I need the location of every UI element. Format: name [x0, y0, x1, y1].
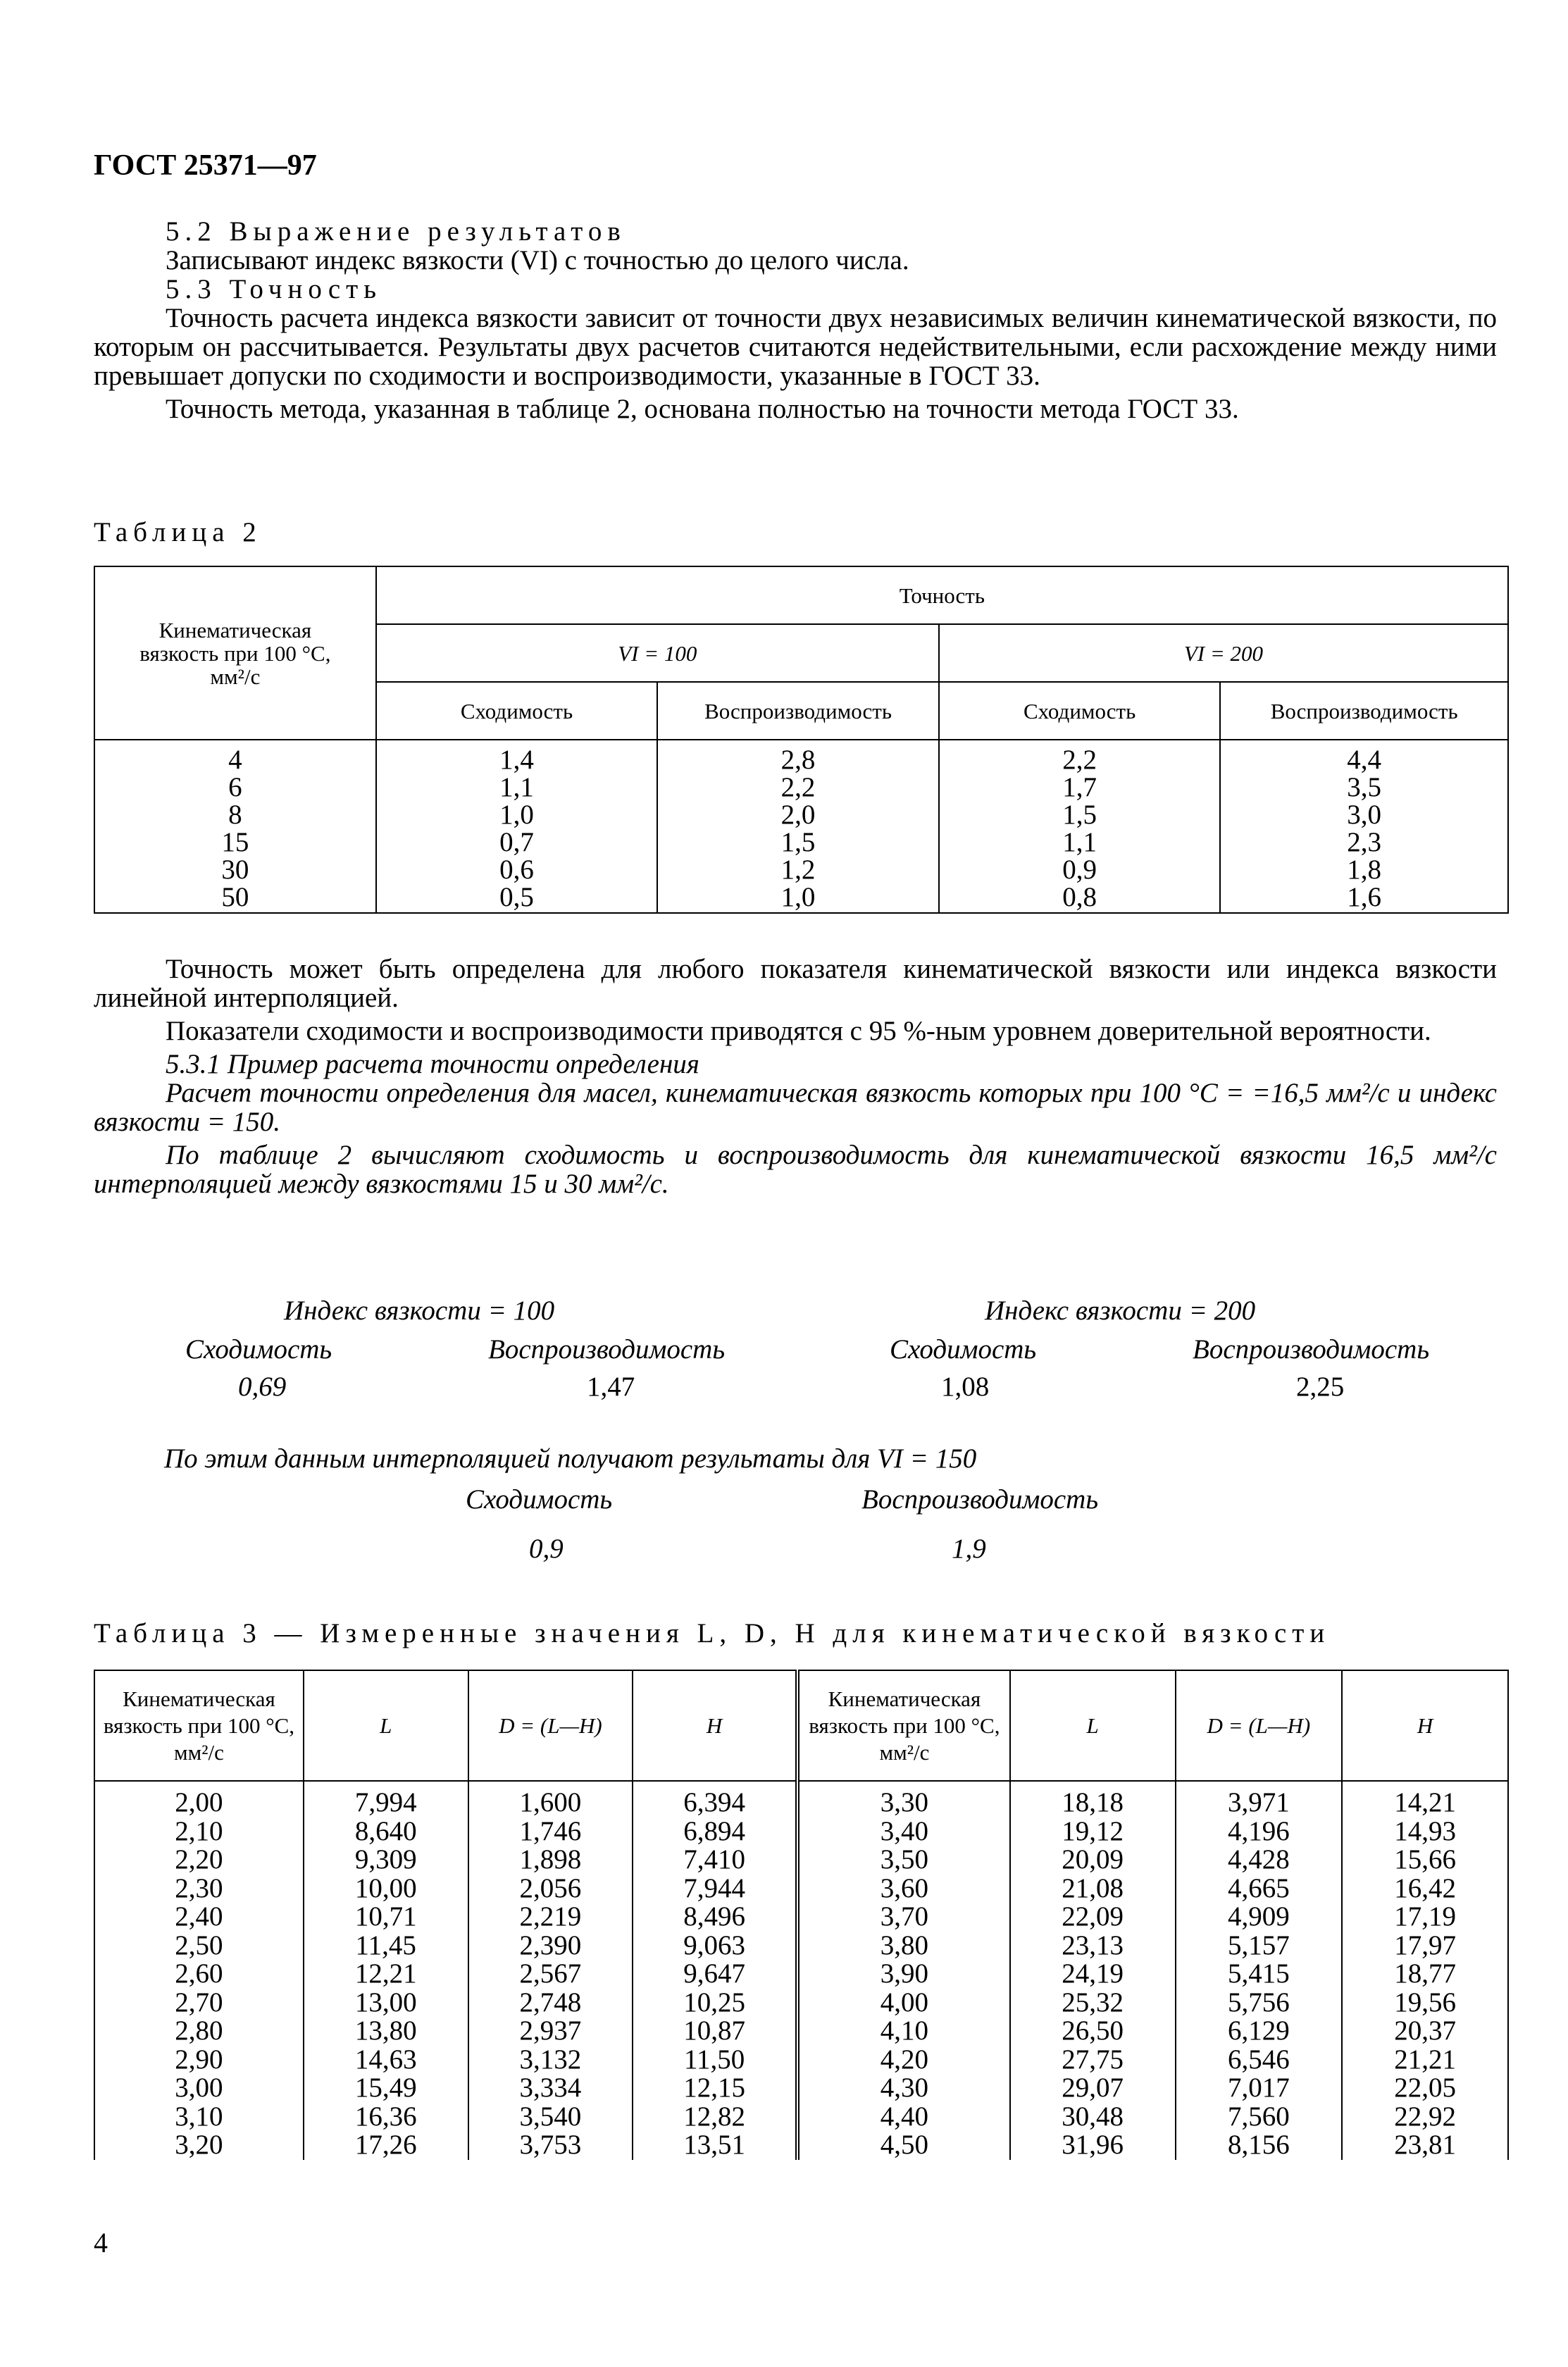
table-cell: 3,90 [880, 1958, 929, 1989]
table-cell: 18,77 [1394, 1958, 1456, 1989]
column-header-H: H [633, 1670, 797, 1781]
left-column [633, 1781, 797, 2160]
paragraph: Показатели сходимости и воспроизводимости приводятся с 95 %-ным уровнем доверительной вероятности. [166, 1016, 1431, 1046]
column-header-vi200: VI = 200 [939, 624, 1508, 682]
table-cell: 13,51 [683, 2130, 745, 2160]
table-cell: 3,20 [175, 2130, 223, 2160]
right-column [1010, 1781, 1176, 2160]
table-cell: 22,05 [1394, 2073, 1456, 2103]
table-cell: 8,640 [354, 1815, 417, 1846]
table-cell: 2,80 [175, 2015, 223, 2046]
paragraph: По таблице 2 вычисляют сходимость и воспроизводимость для кинематической вязкости 16,5 мм²/с интерполяцией между вязкостями 15 и 30 мм²/с. [94, 1140, 1497, 1199]
table-cell: 4,196 [1228, 1815, 1290, 1846]
interpolation-result-text: По этим данным интерполяцией получают результаты для VI = 150 [164, 1443, 977, 1474]
paragraph: Точность расчета индекса вязкости зависит от точности двух независимых величин кинематической вязкости, по которым он рассчитывается. Результаты двух расчетов считаются недействительными, если расхождение между ними превышает допуски по сходимости и воспроизводимости, указанные в ГОСТ 33. [94, 303, 1497, 391]
table-cell: 3,132 [519, 2044, 582, 2075]
page-number: 4 [94, 2227, 108, 2259]
column-header-reproducibility: Воспроизводимость [657, 682, 939, 740]
column-header-L: L [304, 1670, 468, 1781]
column-header-vi100: VI = 100 [376, 624, 939, 682]
vi100-label: Индекс вязкости = 100 [284, 1296, 555, 1326]
table-cell: 2,40 [175, 1901, 223, 1932]
vi200-repeatability-column: 2,2 1,7 1,5 1,1 0,9 0,8 [939, 740, 1220, 913]
table-cell: 31,96 [1062, 2130, 1124, 2160]
table-cell: 6,546 [1228, 2044, 1290, 2075]
table-cell: 21,08 [1062, 1872, 1124, 1903]
table3-caption [94, 1619, 1497, 1648]
vi200-repeat-label: Сходимость [890, 1334, 1037, 1365]
table-cell: 3,334 [519, 2073, 582, 2103]
table-cell: 3,50 [880, 1844, 929, 1875]
table-cell: 14,21 [1394, 1787, 1456, 1818]
column-header-D: D = (L—H) [468, 1670, 633, 1781]
table-cell: 8,496 [683, 1901, 745, 1932]
table-cell: 3,00 [175, 2073, 223, 2103]
column-header-viscosity: Кинематическая вязкость при 100 °С, мм²/с [797, 1670, 1010, 1781]
table-cell: 2,90 [175, 2044, 223, 2075]
table-cell: 10,25 [683, 1987, 745, 2018]
table-cell: 4,50 [880, 2130, 929, 2160]
table-cell: 7,944 [683, 1872, 745, 1903]
table-body [94, 740, 1508, 913]
table-cell: 1,746 [519, 1815, 582, 1846]
right-column [1176, 1781, 1343, 2160]
table-cell: 1,898 [519, 1844, 582, 1875]
table-cell: 8,156 [1228, 2130, 1290, 2160]
table-cell: 11,45 [355, 1930, 416, 1961]
table2-caption: Таблица 2 [94, 517, 262, 547]
column-header-viscosity: Кинематическая вязкость при 100 °С, мм²/с [94, 1670, 304, 1781]
table-cell: 12,21 [354, 1958, 417, 1989]
vi100-reprod-label: Воспроизводимость [488, 1334, 726, 1365]
table-cell: 10,00 [354, 1872, 417, 1903]
table-cell: 3,30 [880, 1787, 929, 1818]
table-cell: 2,30 [175, 1872, 223, 1903]
table-cell: 4,20 [880, 2044, 929, 2075]
table-cell: 2,567 [519, 1958, 582, 1989]
table-cell: 9,063 [683, 1930, 745, 1961]
table-cell: 27,75 [1062, 2044, 1124, 2075]
vi100-reproducibility-column: 2,8 2,2 2,0 1,5 1,2 1,0 [657, 740, 939, 913]
table-cell: 15,66 [1394, 1844, 1456, 1875]
table-cell: 2,70 [175, 1987, 223, 2018]
table-cell: 2,00 [175, 1787, 223, 1818]
table-cell: 3,40 [880, 1815, 929, 1846]
table-cell: 2,748 [519, 1987, 582, 2018]
table-cell: 19,56 [1394, 1987, 1456, 2018]
vi200-reprod-value: 2,25 [1296, 1372, 1345, 1402]
table-cell: 21,21 [1394, 2044, 1456, 2075]
table-cell: 22,92 [1394, 2101, 1456, 2132]
table-cell: 30,48 [1062, 2101, 1124, 2132]
paragraph: Расчет точности определения для масел, кинематическая вязкость которых при 100 °С = =16,5 мм²/с и индекс вязкости = 150. [94, 1078, 1497, 1137]
table-cell: 20,37 [1394, 2015, 1456, 2046]
table-cell: 3,971 [1228, 1787, 1290, 1818]
paragraph: Точность метода, указанная в таблице 2, основана полностью на точности метода ГОСТ 33. [166, 394, 1239, 424]
table-cell: 2,50 [175, 1930, 223, 1961]
table-cell: 9,309 [354, 1844, 417, 1875]
vi200-repeat-value: 1,08 [941, 1372, 990, 1402]
left-column [304, 1781, 468, 2160]
result-reprod-label: Воспроизводимость [861, 1484, 1099, 1515]
table-cell: 2,937 [519, 2015, 582, 2046]
table-cell: 6,894 [683, 1815, 745, 1846]
vi200-label: Индекс вязкости = 200 [985, 1296, 1256, 1326]
table-cell: 20,09 [1062, 1844, 1124, 1875]
table-cell: 4,00 [880, 1987, 929, 2018]
table-cell: 17,26 [354, 2130, 417, 2160]
table-cell: 24,19 [1062, 1958, 1124, 1989]
vi100-repeat-value: 0,69 [238, 1372, 287, 1402]
table3-caption-text: Таблица 3 — Измеренные значения L, D, H для кинематической вязкости [94, 1618, 1331, 1648]
table-cell: 19,12 [1062, 1815, 1124, 1846]
table-cell: 6,129 [1228, 2015, 1290, 2046]
table-cell: 17,19 [1394, 1901, 1456, 1932]
table-cell: 10,71 [354, 1901, 417, 1932]
table-cell: 4,665 [1228, 1872, 1290, 1903]
table-2 [94, 566, 1509, 914]
interpolation-example [94, 1296, 1497, 1564]
table-cell: 15,49 [354, 2073, 417, 2103]
table-cell: 29,07 [1062, 2073, 1124, 2103]
table-cell: 2,390 [519, 1930, 582, 1961]
paragraph: Точность может быть определена для любого показателя кинематической вязкости или индекса вязкости линейной интерполяцией. [94, 954, 1497, 1013]
document-title: ГОСТ 25371—97 [94, 149, 317, 182]
column-header-viscosity: Кинематическая вязкость при 100 °С, мм²/с [94, 566, 376, 740]
table-cell: 26,50 [1062, 2015, 1124, 2046]
table-cell: 23,13 [1062, 1930, 1124, 1961]
vi100-repeatability-column: 1,4 1,1 1,0 0,7 0,6 0,5 [376, 740, 657, 913]
table-cell: 7,410 [683, 1844, 745, 1875]
column-header-L: L [1010, 1670, 1176, 1781]
after-table2-text [94, 955, 1497, 1198]
table-cell: 3,60 [880, 1872, 929, 1903]
table-cell: 13,00 [354, 1987, 417, 2018]
vi200-reprod-label: Воспроизводимость [1193, 1334, 1430, 1365]
table3-body [94, 1781, 1508, 2160]
table-cell: 4,40 [880, 2101, 929, 2132]
table-cell: 18,18 [1062, 1787, 1124, 1818]
table-cell: 12,82 [683, 2101, 745, 2132]
table-cell: 3,80 [880, 1930, 929, 1961]
table-cell: 5,756 [1228, 1987, 1290, 2018]
column-header-repeatability: Сходимость [376, 682, 657, 740]
table-cell: 2,60 [175, 1958, 223, 1989]
table-cell: 4,10 [880, 2015, 929, 2046]
section-5-2 [94, 217, 1497, 423]
column-header-D: D = (L—H) [1176, 1670, 1343, 1781]
paragraph: Записывают индекс вязкости (VI) с точностью до целого числа. [166, 245, 909, 275]
vi100-repeat-label: Сходимость [185, 1334, 332, 1365]
table-cell: 4,909 [1228, 1901, 1290, 1932]
table-cell: 3,10 [175, 2101, 223, 2132]
table-cell: 7,994 [354, 1787, 417, 1818]
viscosity-column: 4 6 8 15 30 50 [94, 740, 376, 913]
right-column [797, 1781, 1010, 2160]
table-cell: 5,157 [1228, 1930, 1290, 1961]
result-repeat-label: Сходимость [466, 1484, 613, 1515]
left-column [94, 1781, 304, 2160]
table-row [94, 1781, 1508, 2160]
column-header-precision: Точность [376, 566, 1508, 624]
section-heading: 5.2 Выражение результатов [166, 216, 626, 247]
table-cell: 2,20 [175, 1844, 223, 1875]
vi200-reproducibility-column: 4,4 3,5 3,0 2,3 1,8 1,6 [1220, 740, 1508, 913]
table-3 [94, 1670, 1509, 2160]
table-cell: 3,70 [880, 1901, 929, 1932]
column-header-H: H [1342, 1670, 1508, 1781]
table-cell: 6,394 [683, 1787, 745, 1818]
table-cell: 16,36 [354, 2101, 417, 2132]
table-cell: 5,415 [1228, 1958, 1290, 1989]
table-cell: 22,09 [1062, 1901, 1124, 1932]
right-column [1342, 1781, 1508, 2160]
table-cell: 14,93 [1394, 1815, 1456, 1846]
table-cell: 13,80 [354, 2015, 417, 2046]
table-cell: 4,30 [880, 2073, 929, 2103]
section-heading: 5.3 Точность [166, 274, 382, 304]
table-cell: 11,50 [683, 2044, 745, 2075]
result-repeat-value: 0,9 [529, 1534, 564, 1564]
table-cell: 14,63 [354, 2044, 417, 2075]
table-cell: 16,42 [1394, 1872, 1456, 1903]
left-column [468, 1781, 633, 2160]
table-cell: 17,97 [1394, 1930, 1456, 1961]
table-cell: 25,32 [1062, 1987, 1124, 2018]
table-cell: 7,017 [1228, 2073, 1290, 2103]
column-header-repeatability: Сходимость [939, 682, 1220, 740]
result-reprod-value: 1,9 [952, 1534, 986, 1564]
subsection-heading: 5.3.1 Пример расчета точности определения [166, 1049, 699, 1079]
table-cell: 4,428 [1228, 1844, 1290, 1875]
table-cell: 10,87 [683, 2015, 745, 2046]
table-cell: 3,753 [519, 2130, 582, 2160]
table-cell: 12,15 [683, 2073, 745, 2103]
vi100-reprod-value: 1,47 [587, 1372, 635, 1402]
table-cell: 2,056 [519, 1872, 582, 1903]
table-cell: 3,540 [519, 2101, 582, 2132]
table-cell: 7,560 [1228, 2101, 1290, 2132]
column-header-reproducibility: Воспроизводимость [1220, 682, 1508, 740]
table-cell: 9,647 [683, 1958, 745, 1989]
table-cell: 1,600 [519, 1787, 582, 1818]
table-cell: 2,219 [519, 1901, 582, 1932]
table-cell: 23,81 [1394, 2130, 1456, 2160]
table-cell: 2,10 [175, 1815, 223, 1846]
